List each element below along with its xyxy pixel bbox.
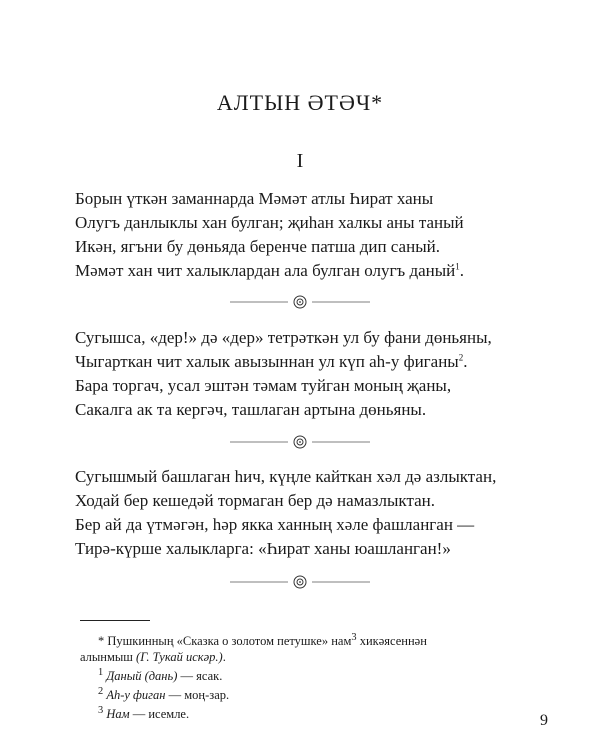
footnote-text: . [222,650,226,665]
stanza-1 [75,187,555,283]
verse-line: Тирә-күрше халыкларга: «Һират ханы юашланган!» [75,539,451,558]
verse-line: Сугышса, «дер!» дә «дер» тетрәткән ул бу фани дөньяны, [75,328,492,347]
verse-line: Ходай бер кешедәй тормаган бер дә намазлыктан. [75,491,435,510]
footnote-ref-1: 1 [455,261,460,272]
verse-line [75,259,555,283]
footnote-term: Нам [106,707,130,722]
footnote-definition: — моң-зар. [165,688,230,703]
verse-line: Сугышмый башлаган һич, күңле кайткан хәл дә азлыктан, [75,467,497,486]
footnote-number: 2 [98,686,104,698]
stanza-3 [75,465,555,561]
footnote-ref-3: 3 [351,632,357,643]
footnote-1 [80,665,540,684]
verse-line [75,350,555,374]
part-number: I [296,150,304,172]
footnotes [80,630,540,723]
verse-line: Борын үткән заманнарда Мәмәт атлы Һират ханы [75,189,434,208]
page-number: 9 [540,712,548,729]
footnote-definition: — исемле. [129,707,190,722]
footnote-number: 1 [98,667,104,679]
footnote-ref-2: 2 [458,352,464,363]
verse-line: Бер ай да үтмәгән, һәр якка ханның хәле фашланган — [75,515,475,534]
footnote-3 [80,703,540,722]
verse-line: Олугъ данлыклы хан булган; җиһан халкы аны таный [75,213,464,232]
footnote-term: Даный (дань) [106,669,178,684]
poem-title: АЛТЫН ӘТӘЧ* [216,90,384,115]
footnote-separator [80,620,150,621]
footnote-term: Аһ-у фиган [106,688,166,703]
verse-text: Мәмәт хан чит халыклардан ала булган олугъ даный [75,261,456,280]
footnote-main-cont [80,649,540,665]
verse-punct: . [463,352,468,371]
footnote-author: (Г. Тукай искәр.) [136,650,223,665]
footnote-text: алынмыш [80,650,137,665]
footnote-text: * Пушкинның «Сказка о золотом петушке» нам [98,634,352,649]
divider-ornament-icon [230,435,370,449]
divider-ornament-icon [230,295,370,309]
footnote-2 [80,684,540,703]
verse-line: Сакалга ак та кергәч, ташлаган артына дөньяны. [75,400,427,419]
footnote-definition: — ясак. [177,669,223,684]
verse-text: Чыгарткан чит халык авызыннан ул күп аһ-у фиганы [75,352,459,371]
verse-punct: . [459,261,465,280]
divider-ornament-icon [230,575,370,589]
footnote-text: хикәясеннән [356,634,427,649]
footnote-main [80,630,540,649]
verse-line: Икән, ягъни бу дөньяда беренче патша дип саный. [75,237,440,256]
footnote-number: 3 [98,705,104,717]
stanza-2 [75,326,555,422]
verse-line: Бара торгач, усал эштән тәмам туйган моның җаны, [75,376,452,395]
